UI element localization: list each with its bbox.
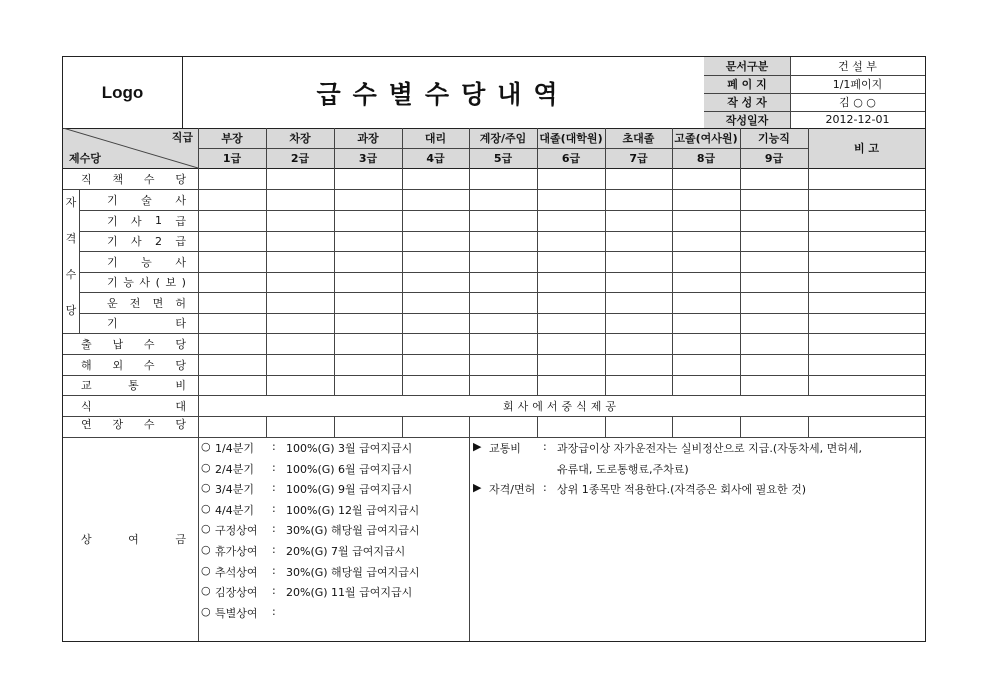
grade-title: 대졸(대학원)	[539, 132, 603, 145]
row-label-qual-char: 능	[123, 276, 134, 289]
grade-title: 고졸(여사원)	[674, 132, 738, 145]
bonus-colon: :	[272, 584, 276, 598]
grade-level: 6급	[561, 152, 581, 165]
grid-line	[704, 111, 925, 112]
bonus-bullet: ○	[201, 481, 211, 495]
remarks-header: 비 고	[853, 142, 880, 155]
note-bullet: ▶	[473, 481, 482, 495]
meta-label: 작성일자	[704, 111, 790, 128]
row-label-qual-char: 기	[107, 255, 118, 269]
grade-level: 4급	[426, 152, 445, 165]
row-label-qual-char: )	[181, 275, 186, 289]
bonus-colon: :	[272, 481, 276, 495]
row-label-overseas-char: 당	[175, 358, 186, 372]
row-label-qual-char: 사	[175, 193, 186, 207]
grid-line	[704, 75, 925, 76]
row-label-overtime	[67, 416, 194, 432]
grid-line	[808, 128, 809, 395]
bonus-colon: :	[272, 563, 276, 577]
row-label-overseas-char: 외	[112, 358, 124, 372]
row-label-qual-char: 전	[129, 296, 141, 310]
bonus-label: 휴가상여	[215, 545, 258, 558]
row-label-qual-char: 사	[131, 235, 142, 248]
row-label-cashier-char: 납	[112, 337, 124, 351]
row-label-qual-char: 사	[139, 276, 151, 289]
grade-level: 5급	[493, 152, 513, 165]
corner-bottom-label: 제수당	[69, 152, 101, 165]
row-label-qual-char: 타	[175, 317, 186, 330]
note-line2: 유류대, 도로통행료,주차료)	[557, 462, 689, 476]
bonus-label: 1/4분기	[215, 442, 254, 455]
row-label-bonus	[77, 437, 190, 641]
grid-line	[79, 210, 925, 211]
row-label-qual-char: 보	[165, 276, 177, 289]
row-label-qual	[93, 313, 194, 333]
row-label-qual-char: 사	[175, 255, 186, 269]
row-label-qual-char: 급	[175, 235, 186, 248]
grid-line	[79, 272, 925, 273]
row-label-qual-char: 능	[141, 255, 152, 269]
row-label-meal-char: 식	[81, 399, 92, 413]
row-label-meal	[67, 395, 194, 416]
bonus-value: 20%(G) 11월 급여지급시	[286, 586, 413, 600]
note-line1: 과장급이상 자가운전자는 실비정산으로 지급.(자동차세, 면허세,	[557, 442, 863, 455]
row-label-qual-char: 기	[107, 193, 118, 207]
grid-line	[740, 416, 741, 437]
grid-line	[740, 128, 741, 395]
grid-line	[79, 313, 925, 314]
grade-title: 계장/주임	[479, 132, 527, 145]
row-label-qual-char: 2	[155, 234, 162, 248]
grade-level: 7급	[629, 152, 648, 165]
bonus-bullet: ○	[201, 501, 211, 515]
grid-line	[672, 128, 673, 395]
row-label-qual-char: 술	[141, 193, 152, 207]
bonus-bullet: ○	[201, 604, 211, 618]
bonus-bullet: ○	[201, 543, 211, 556]
bonus-colon: :	[272, 460, 276, 474]
row-label-duty-char: 직	[81, 172, 92, 186]
row-label-bonus-char: 금	[175, 533, 186, 546]
grid-line	[63, 437, 925, 438]
bonus-value: 100%(G) 12월 급여지급시	[286, 503, 420, 517]
meta-value: 2012-12-01	[825, 113, 890, 126]
meta-label: 페 이 지	[704, 75, 790, 93]
meta-label: 문서구분	[704, 57, 790, 75]
note-colon: :	[543, 481, 547, 495]
row-label-qual	[93, 272, 194, 292]
meta-value: 건 설 부	[838, 60, 877, 73]
bonus-label: 추석상여	[215, 565, 258, 579]
row-label-qual-char: 급	[175, 214, 186, 228]
grid-line	[469, 437, 470, 641]
grid-line	[469, 128, 470, 395]
row-label-qual-char: 면	[152, 296, 164, 310]
grade-title: 기능직	[758, 132, 790, 145]
grade-title: 과장	[357, 132, 379, 145]
row-label-qual-char: 기	[107, 235, 118, 248]
grid-line	[79, 251, 925, 252]
meta-value: 1/1페이지	[832, 78, 883, 91]
row-label-qual	[93, 231, 194, 251]
qual-group-char: 자	[65, 196, 77, 209]
row-label-overseas	[67, 354, 194, 375]
bonus-colon: :	[272, 604, 276, 618]
grid-line	[605, 128, 606, 395]
bonus-value: 100%(G) 9월 급여지급시	[286, 483, 413, 497]
row-label-duty-char: 수	[143, 172, 155, 186]
row-label-overtime-char: 수	[143, 418, 155, 431]
row-label-duty-char: 당	[175, 172, 186, 186]
row-label-cashier-char: 출	[81, 337, 92, 351]
row-label-qual	[93, 251, 194, 272]
bonus-value: 100%(G) 6월 급여지급시	[286, 462, 413, 476]
bonus-bullet: ○	[201, 460, 211, 474]
qual-group-char: 격	[65, 232, 77, 245]
row-label-overseas-char: 수	[143, 358, 155, 372]
corner-top-label: 직급	[171, 131, 193, 144]
qual-group-char: 수	[65, 268, 77, 281]
meta-label: 작 성 자	[704, 93, 790, 111]
row-label-cashier	[67, 333, 194, 354]
grade-level: 8급	[696, 152, 716, 165]
row-label-transport	[67, 375, 194, 395]
row-label-cashier-char: 당	[175, 337, 186, 351]
meta-value: 김 ○ ○	[839, 96, 876, 109]
row-label-qual	[93, 292, 194, 313]
qual-group-char: 당	[65, 304, 77, 317]
grade-level: 2급	[290, 152, 310, 165]
row-label-qual-char: 기	[107, 214, 118, 228]
grid-line	[198, 128, 199, 641]
note-bullet: ▶	[473, 440, 482, 453]
row-label-overtime-char: 연	[81, 418, 92, 431]
grid-line	[672, 416, 673, 437]
bonus-label: 4/4분기	[215, 503, 254, 517]
note-label: 교통비	[489, 442, 521, 455]
grid-line	[334, 128, 335, 395]
bonus-bullet: ○	[201, 584, 211, 598]
grid-line	[605, 416, 606, 437]
grid-line	[79, 189, 80, 333]
grade-level: 3급	[358, 152, 378, 165]
allowance-sheet	[62, 56, 926, 642]
grade-title: 초대졸	[622, 132, 655, 145]
bonus-label: 3/4분기	[215, 483, 254, 497]
row-label-qual-char: 기	[107, 276, 118, 289]
bonus-value: 30%(G) 해당월 급여지급시	[286, 524, 420, 538]
grade-level: 9급	[764, 152, 784, 165]
grade-title: 대리	[424, 132, 447, 145]
grid-line	[537, 416, 538, 437]
bonus-value: 30%(G) 해당월 급여지급시	[286, 565, 420, 579]
logo: Logo	[101, 82, 144, 102]
grid-line	[79, 231, 925, 232]
row-label-transport-char: 비	[175, 379, 186, 392]
row-label-qual-char: 허	[175, 296, 186, 310]
row-label-overseas-char: 해	[81, 358, 92, 372]
row-label-qual-char: 1	[155, 214, 162, 227]
row-label-duty-char: 책	[112, 172, 124, 186]
note-line1: 상위 1종목만 적용한다.(자격증은 회사에 필요한 것)	[557, 483, 807, 497]
grade-title: 차장	[289, 132, 311, 145]
row-label-cashier-char: 수	[143, 337, 155, 351]
grade-level: 1급	[222, 152, 242, 165]
grid-line	[537, 128, 538, 395]
grid-line	[79, 292, 925, 293]
bonus-label: 2/4분기	[215, 462, 254, 476]
bonus-value: 20%(G) 7월 급여지급시	[286, 545, 406, 558]
row-label-meal-char: 대	[175, 399, 186, 413]
row-label-qual-char: 기	[107, 317, 118, 330]
row-label-overtime-char: 당	[175, 418, 186, 431]
row-label-transport-char: 통	[128, 379, 139, 392]
row-label-qual-char: 운	[107, 296, 118, 310]
row-label-duty	[67, 168, 194, 189]
row-label-bonus-char: 여	[128, 533, 139, 546]
bonus-label: 특별상여	[215, 606, 258, 620]
bonus-bullet: ○	[201, 440, 211, 453]
grade-title: 부장	[221, 132, 243, 145]
bonus-colon: :	[272, 522, 276, 536]
row-label-overtime-char: 장	[112, 418, 124, 431]
bonus-colon: :	[272, 543, 276, 556]
row-label-qual-char: 사	[131, 214, 142, 228]
bonus-label: 김장상여	[215, 586, 258, 600]
grid-line	[334, 416, 335, 437]
row-label-qual	[93, 210, 194, 231]
note-colon: :	[543, 440, 547, 453]
meal-note: 회사에서중식제공	[502, 399, 620, 413]
bonus-colon: :	[272, 440, 276, 453]
bonus-colon: :	[272, 501, 276, 515]
bonus-bullet: ○	[201, 522, 211, 536]
row-label-transport-char: 교	[81, 379, 92, 392]
grid-line	[402, 416, 403, 437]
grid-line	[808, 416, 809, 437]
note-label: 자격/면허	[489, 483, 536, 497]
grid-line	[469, 416, 470, 437]
row-label-qual	[93, 189, 194, 210]
grid-line	[266, 128, 267, 395]
page-title: 급수별수당내역	[316, 79, 570, 109]
grid-line	[704, 93, 925, 94]
bonus-value: 100%(G) 3월 급여지급시	[286, 442, 413, 455]
grid-line	[402, 128, 403, 395]
row-label-bonus-char: 상	[81, 533, 92, 546]
bonus-bullet: ○	[201, 563, 211, 577]
grid-line	[266, 416, 267, 437]
row-label-qual-char: (	[155, 275, 160, 289]
bonus-label: 구정상여	[215, 524, 258, 538]
